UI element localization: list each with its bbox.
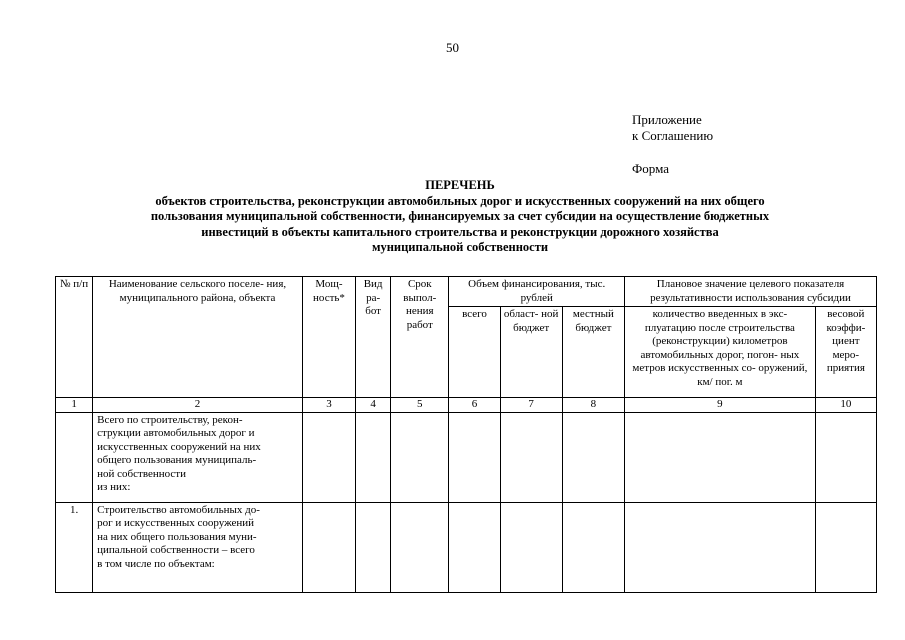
row-name-line: струкции автомобильных дорог и [97, 427, 255, 439]
header-funding-total: всего [449, 307, 500, 398]
document-title [60, 178, 860, 256]
empty-cell [302, 412, 355, 502]
column-number: 10 [815, 398, 876, 413]
row-num: 1. [56, 502, 93, 592]
row-name-line: общего пользования муниципаль- [97, 454, 257, 466]
objects-table [55, 276, 877, 593]
header-name: Наименование сельского поселе- ния, муниципального района, объекта [93, 277, 303, 398]
empty-cell [500, 412, 562, 502]
column-number: 4 [356, 398, 391, 413]
column-number: 3 [302, 398, 355, 413]
row-name-line: Строительство автомобильных до- [97, 503, 260, 516]
empty-cell [625, 412, 816, 502]
column-number: 1 [56, 398, 93, 413]
column-number: 8 [562, 398, 624, 413]
row-name-line: ципальной собственности – всего [97, 544, 255, 556]
header-row [56, 277, 877, 307]
row-name-line: из них: [97, 481, 131, 493]
empty-cell [815, 502, 876, 592]
column-number: 6 [449, 398, 500, 413]
header-term: Срок выпол- нения работ [391, 277, 449, 398]
column-number: 9 [625, 398, 816, 413]
row-name-line: на них общего пользования муни- [97, 530, 257, 543]
header-target-weight: весовой коэффи- циент меро- приятия [815, 307, 876, 398]
header-work-type: Вид ра- бот [356, 277, 391, 398]
header-capacity: Мощ- ность* [302, 277, 355, 398]
row-name [93, 502, 303, 592]
header-num: № п/п [56, 277, 93, 398]
empty-cell [562, 502, 624, 592]
header-funding-regional: област- ной бюджет [500, 307, 562, 398]
row-name-line: рог и искусственных сооружений [97, 517, 255, 529]
empty-cell [625, 502, 816, 592]
column-number: 5 [391, 398, 449, 413]
column-number: 2 [93, 398, 303, 413]
empty-cell [356, 502, 391, 592]
empty-cell [302, 502, 355, 592]
header-funding-local: местный бюджет [562, 307, 624, 398]
header-target-km: количество введенных в экс- плуатацию после строительства (реконструкции) километров автомобильных дорог, погон- ных метров искусственных со- оружений, км/ пог. м [625, 307, 816, 398]
appendix-note [632, 112, 713, 144]
header-target: Плановое значение целевого показателя результативности использования субсидии [625, 277, 877, 307]
empty-cell [391, 502, 449, 592]
empty-cell [449, 412, 500, 502]
title-line: объектов строительства, реконструкции автомобильных дорог и искусственных сооружений на них общего [155, 193, 765, 208]
title-line: пользования муниципальной собственности, финансируемых за счет субсидии на осуществление бюджетных [150, 209, 770, 223]
appendix-line: Приложение [632, 112, 702, 127]
row-name-line: в том числе по объектам: [97, 557, 215, 570]
appendix-line: к Соглашению [632, 128, 714, 143]
column-number-row [56, 398, 877, 413]
title-line: инвестиций в объекты капитального строительства и реконструкции дорожного хозяйства [201, 224, 719, 239]
empty-cell [562, 412, 624, 502]
row-num [56, 412, 93, 502]
page-number: 50 [446, 40, 459, 55]
empty-cell [500, 502, 562, 592]
empty-cell [356, 412, 391, 502]
row-name-line: Всего по строительству, рекон- [97, 413, 243, 426]
row-name-line: ной собственности [97, 467, 186, 480]
table-row [56, 502, 877, 592]
column-number: 7 [500, 398, 562, 413]
title-line: муниципальной собственности [371, 240, 549, 254]
empty-cell [449, 502, 500, 592]
table-row [56, 412, 877, 502]
header-funding: Объем финансирования, тыс. рублей [449, 277, 625, 307]
empty-cell [391, 412, 449, 502]
form-label: Форма [632, 161, 669, 176]
row-name [93, 412, 303, 502]
row-name-line: искусственных сооружений на них [97, 440, 261, 453]
empty-cell [815, 412, 876, 502]
title-heading: ПЕРЕЧЕНЬ [425, 178, 495, 192]
